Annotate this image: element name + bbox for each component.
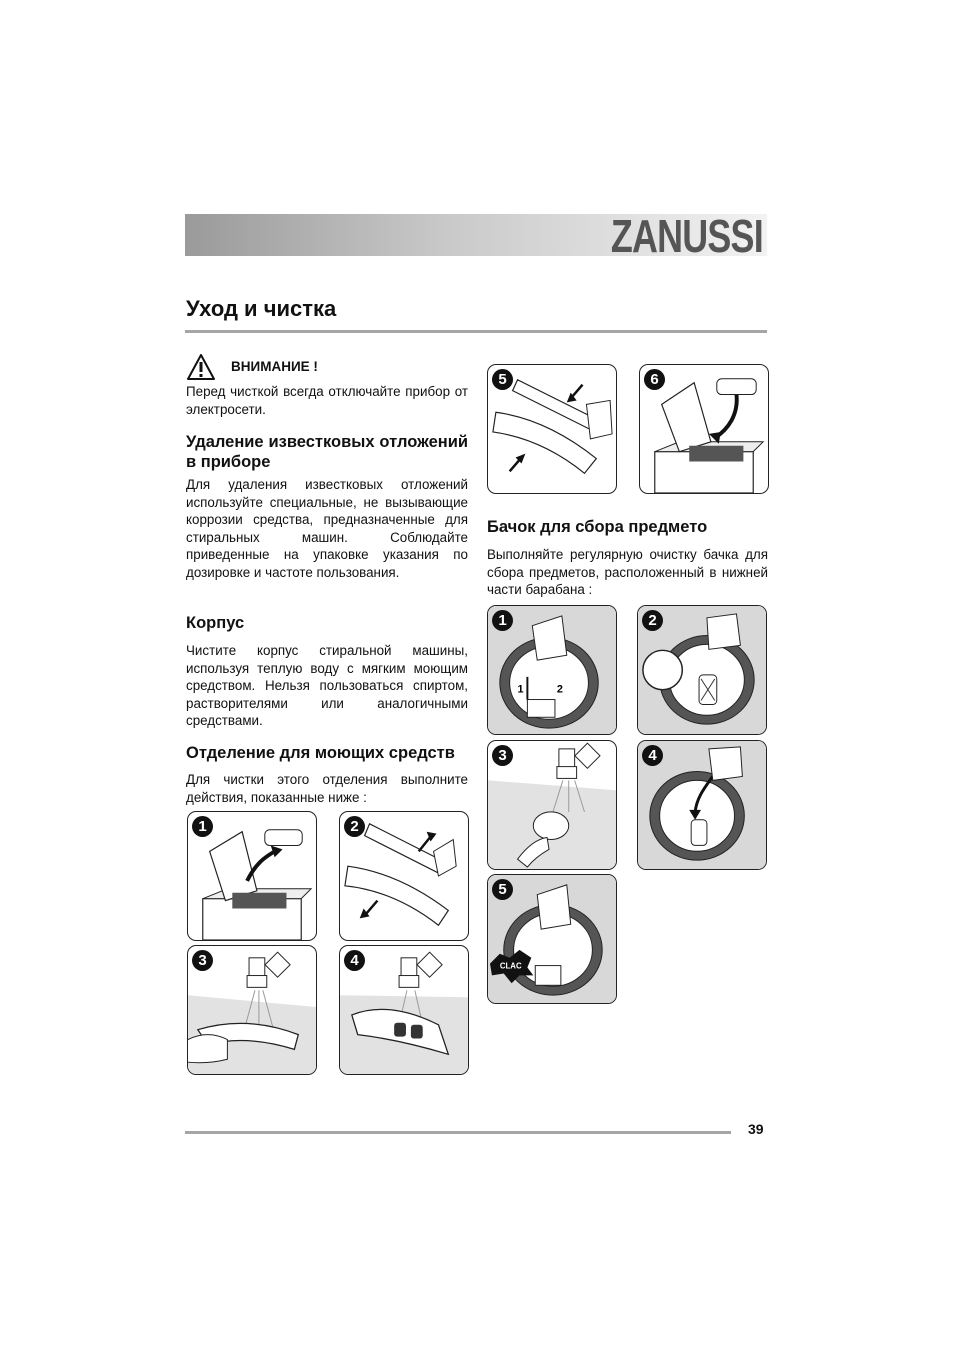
page-number: 39: [748, 1121, 764, 1137]
warning-icon: [186, 353, 216, 381]
step-badge: 6: [644, 369, 665, 390]
descaling-text: Для удаления известковых отложений используйте специальные, не вызывающие коррозии средства, предназначенные для стиральных машин. Соблюдайте приведенные на упаковке указания по дозировке и частоте пользования.: [186, 477, 468, 580]
step-badge: 3: [192, 950, 213, 971]
trap-step-1-illustration: [487, 605, 617, 735]
trap-step-2-illustration: [637, 605, 767, 735]
body-heading: Корпус: [186, 614, 245, 632]
clac-label: CLAC: [499, 961, 522, 971]
step-badge: 4: [344, 950, 365, 971]
step-badge: 1: [192, 816, 213, 837]
arrow-label-2: 2: [556, 683, 563, 696]
dispenser-step-5-illustration: [487, 364, 617, 494]
dispenser-step-3-illustration: [187, 945, 317, 1075]
trap-step-4-illustration: [637, 740, 767, 870]
body-text: Чистите корпус стиральной машины, используя теплую воду с мягким моющим средством. Нельзя пользоваться спиртом, растворителями или аналогичными средствами.: [186, 643, 468, 728]
step-badge: 5: [492, 879, 513, 900]
descaling-heading: Удаление известковых отложений в приборе: [186, 433, 468, 471]
step-badge: 2: [642, 610, 663, 631]
step-badge: 4: [642, 745, 663, 766]
trap-step-5-illustration: [487, 874, 617, 1004]
title-divider: [185, 330, 767, 333]
dispenser-heading: Отделение для моющих средств: [186, 744, 455, 762]
step-badge: 1: [492, 610, 513, 631]
trap-text: Выполняйте регулярную очистку бачка для сбора предметов, расположенный в нижней части барабана :: [487, 547, 768, 597]
step-badge: 2: [344, 816, 365, 837]
trap-heading: Бачок для сбора предмето: [487, 518, 708, 536]
dispenser-text: Для чистки этого отделения выполните действия, показанные ниже :: [186, 772, 468, 805]
dispenser-step-6-illustration: [639, 364, 769, 494]
dispenser-step-4-illustration: [339, 945, 469, 1075]
dispenser-step-1-illustration: [187, 811, 317, 941]
warning-title: ВНИМАНИЕ !: [231, 359, 318, 374]
arrow-label-1: 1: [517, 683, 524, 696]
step-badge: 5: [492, 369, 513, 390]
dispenser-step-2-illustration: [339, 811, 469, 941]
warning-text: Перед чисткой всегда отключайте прибор от электросети.: [186, 384, 468, 417]
page-title: Уход и чистка: [186, 296, 337, 321]
trap-step-3-illustration: [487, 740, 617, 870]
brand-logo: ZANUSSI: [610, 210, 763, 262]
footer-divider: [185, 1131, 731, 1134]
header-bar: [185, 210, 767, 262]
step-badge: 3: [492, 745, 513, 766]
